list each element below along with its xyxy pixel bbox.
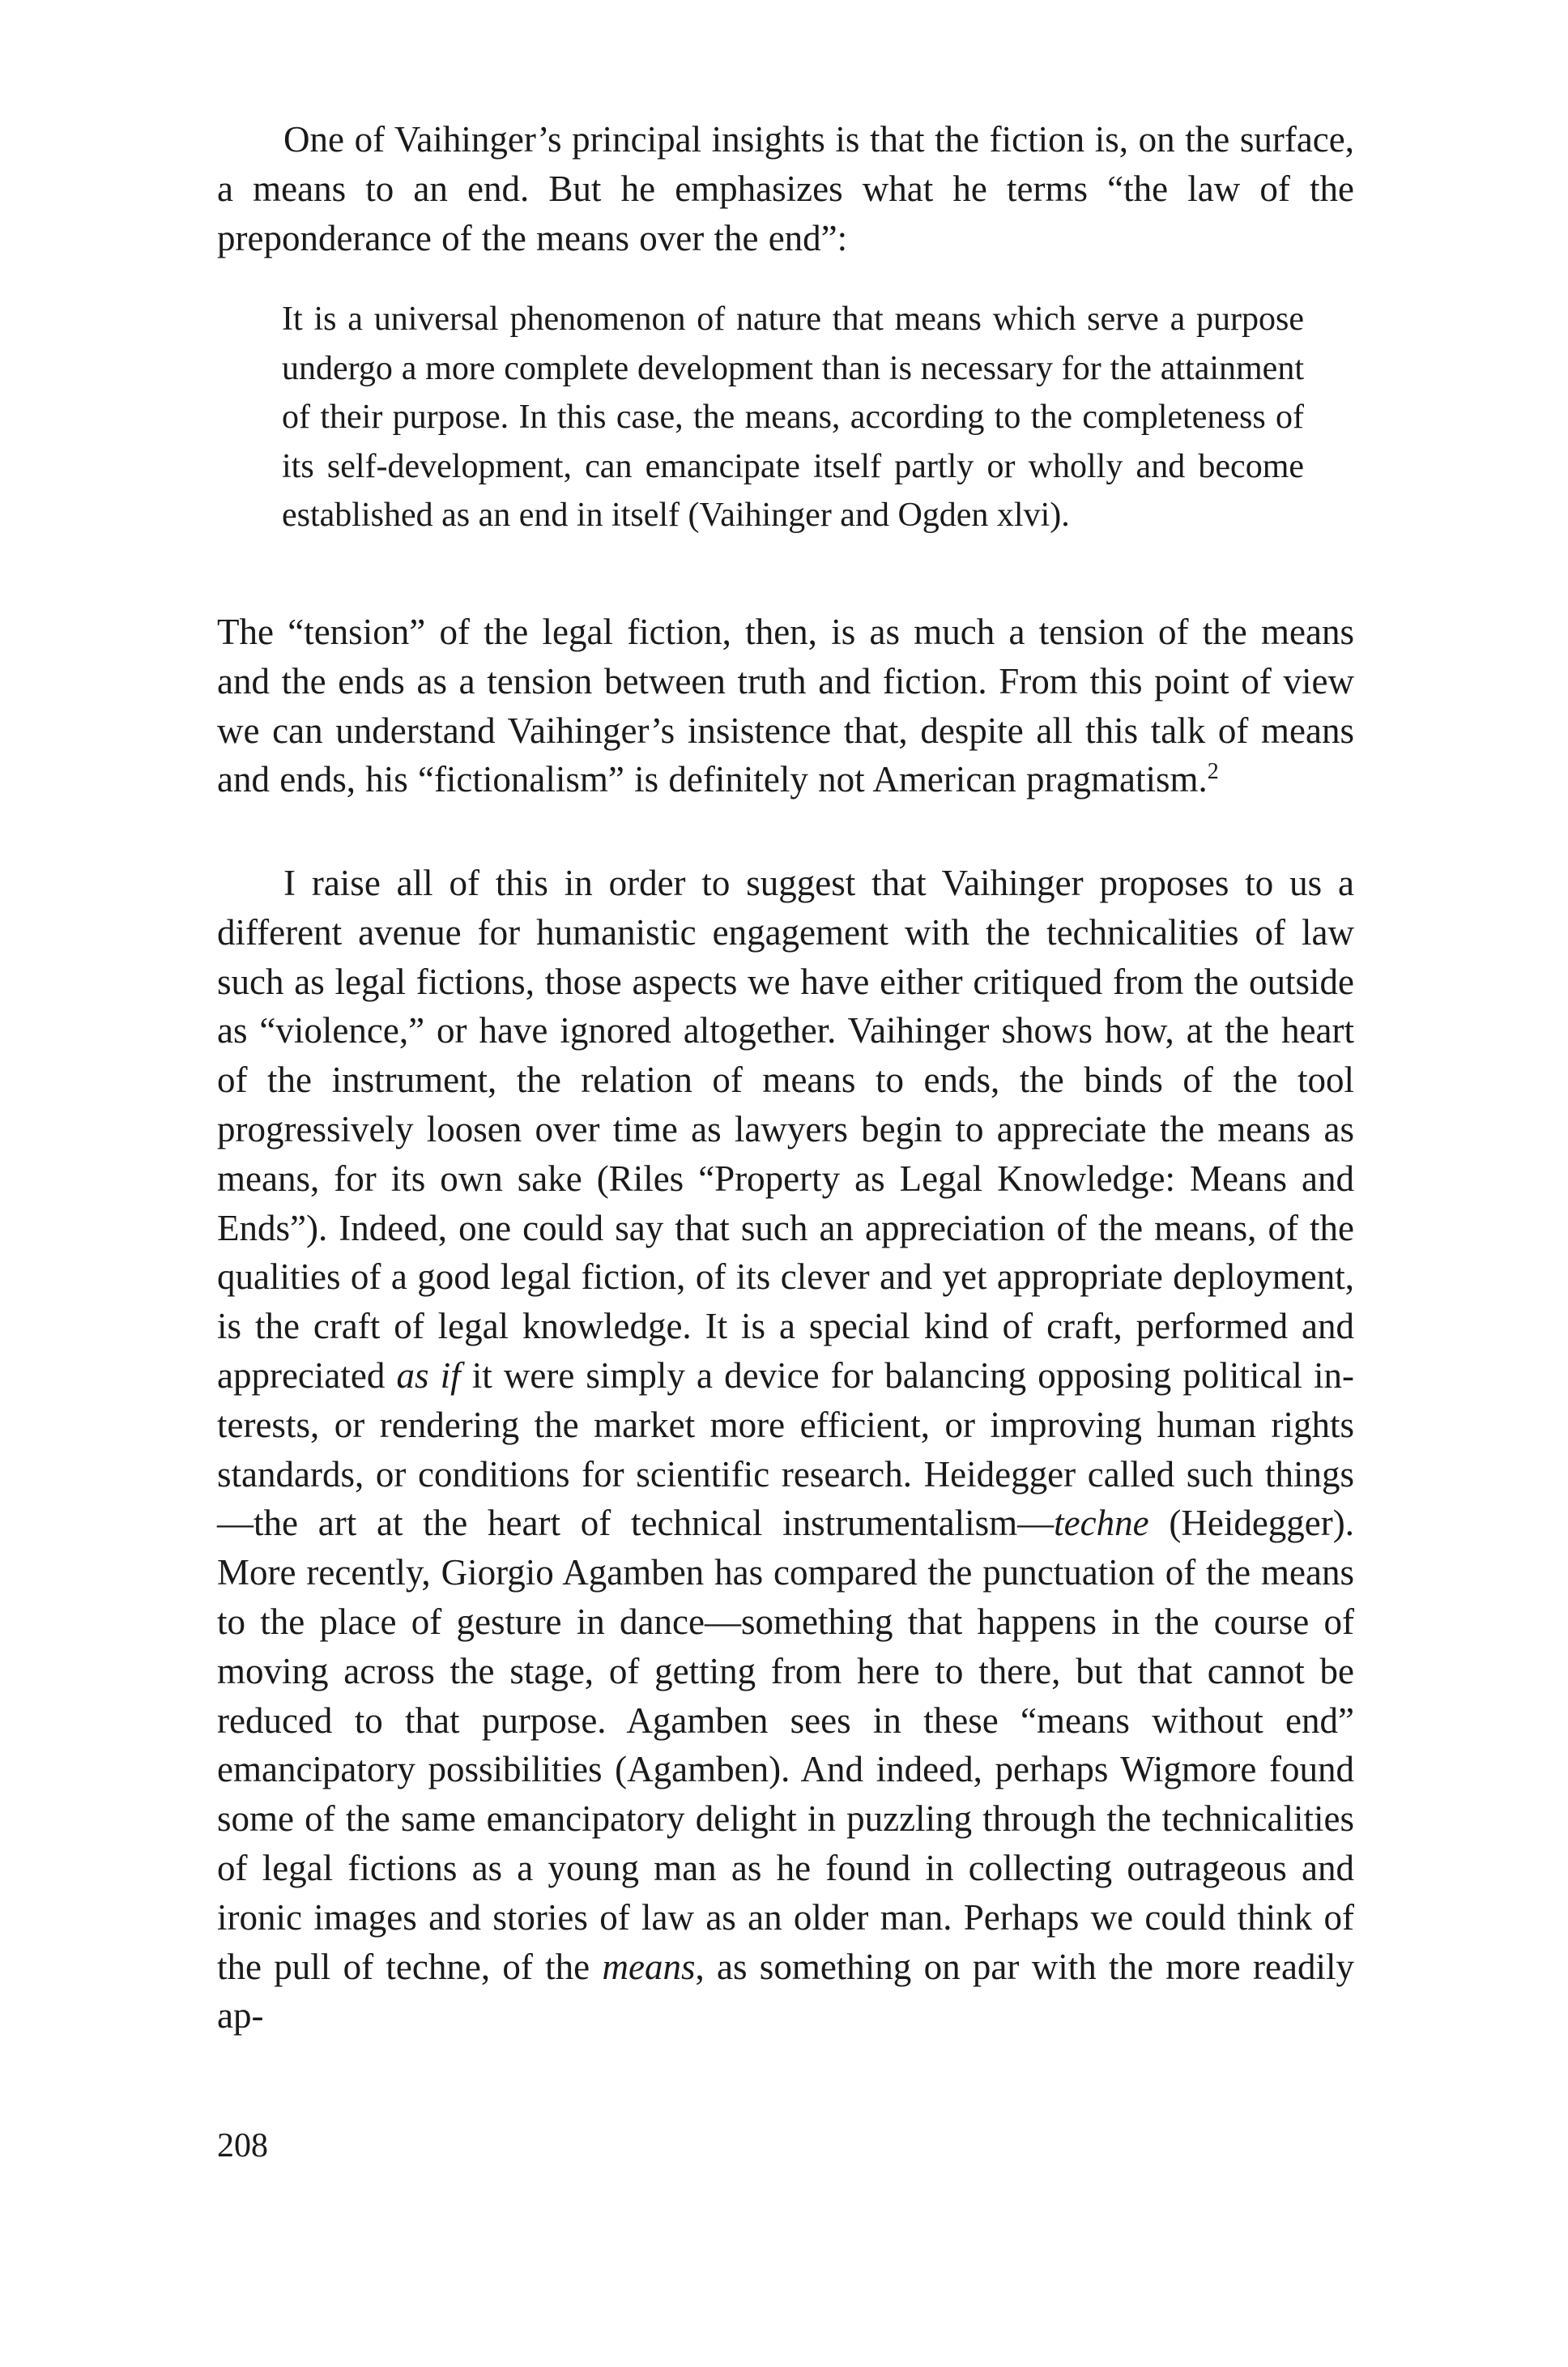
block-quote: It is a universal phenomenon of nature that means which serve a purpose undergo a more complete development than is necessary for the attainment of their purpose. In this case, the means, according to the completeness of its self-development, can emancipate itself partly or wholly and become established as an end in itself (Vaihinger and Ogden xlvi). xyxy=(282,301,1304,534)
opening-paragraph: One of Vaihinger’s principal insights is that the fiction is, on the surface, a means to an end. But he emphasizes what he terms “the law of the preponderance of the means over the end”: xyxy=(217,119,1354,258)
page-number: 208 xyxy=(217,2127,268,2164)
italic-techne: techne xyxy=(1054,1503,1149,1544)
main-text-part-2: it were simply a device for balancing opposing political interests, or rendering the market more efficient, or improving human rights standards, or conditions for scientific research. Heidegger called such things—the art at the heart of technical instrumentalism— xyxy=(217,1354,1354,1544)
continuation-text: The “tension” of the legal fiction, then, is as much a tension of the means and the ends as a tension between truth and fiction. From this point of view we can understand Vaihinger’s insistence that, despite all this talk of means and ends, his “fictionalism” is definitely not American pragmatism. xyxy=(217,612,1354,800)
italic-means: means xyxy=(602,1946,696,1987)
continuation-paragraph xyxy=(217,608,1354,804)
italic-as-if: as if xyxy=(396,1354,461,1396)
main-paragraph xyxy=(217,859,1354,2041)
main-text-part-1: I raise all of this in order to suggest that Vaihinger proposes to us a different avenue for humanistic engagement with the technicalities of law such as legal fictions, those aspects we have either critiqued from the outside as “violence,” or have ignored altogether. Vaihinger shows how, at the heart of the instrument, the relation of means to ends, the binds of the tool progressively loosen over time as lawyers begin to appreciate the means as means, for its own sake (Riles “Property as Legal Knowledge: Means and Ends”). Indeed, one could say that such an appreciation of the means, of the qualities of a good legal fiction, of its clever and yet appropriate deployment, is the craft of legal knowledge. It is a special kind of craft, performed and appreciated xyxy=(217,863,1354,1396)
footnote-reference: 2 xyxy=(1207,759,1219,785)
main-text-part-4: , as something on par with the more readily ap- xyxy=(217,1946,1354,2036)
main-text-part-3: (Heidegger). More recently, Giorgio Agamben has compared the punctuation of the means to the place of gesture in dance—something that happens in the course of moving across the stage, of getting from here to there, but that cannot be reduced to that purpose. Agamben sees in these “means without end” emancipatory possibilities (Agamben). And indeed, perhaps Wigmore found some of the same emancipatory delight in puzzling through the technicalities of legal fictions as a young man as he found in collecting outrageous and ironic images and stories of law as an older man. Perhaps we could think of the pull of techne, of the xyxy=(217,1503,1354,1987)
